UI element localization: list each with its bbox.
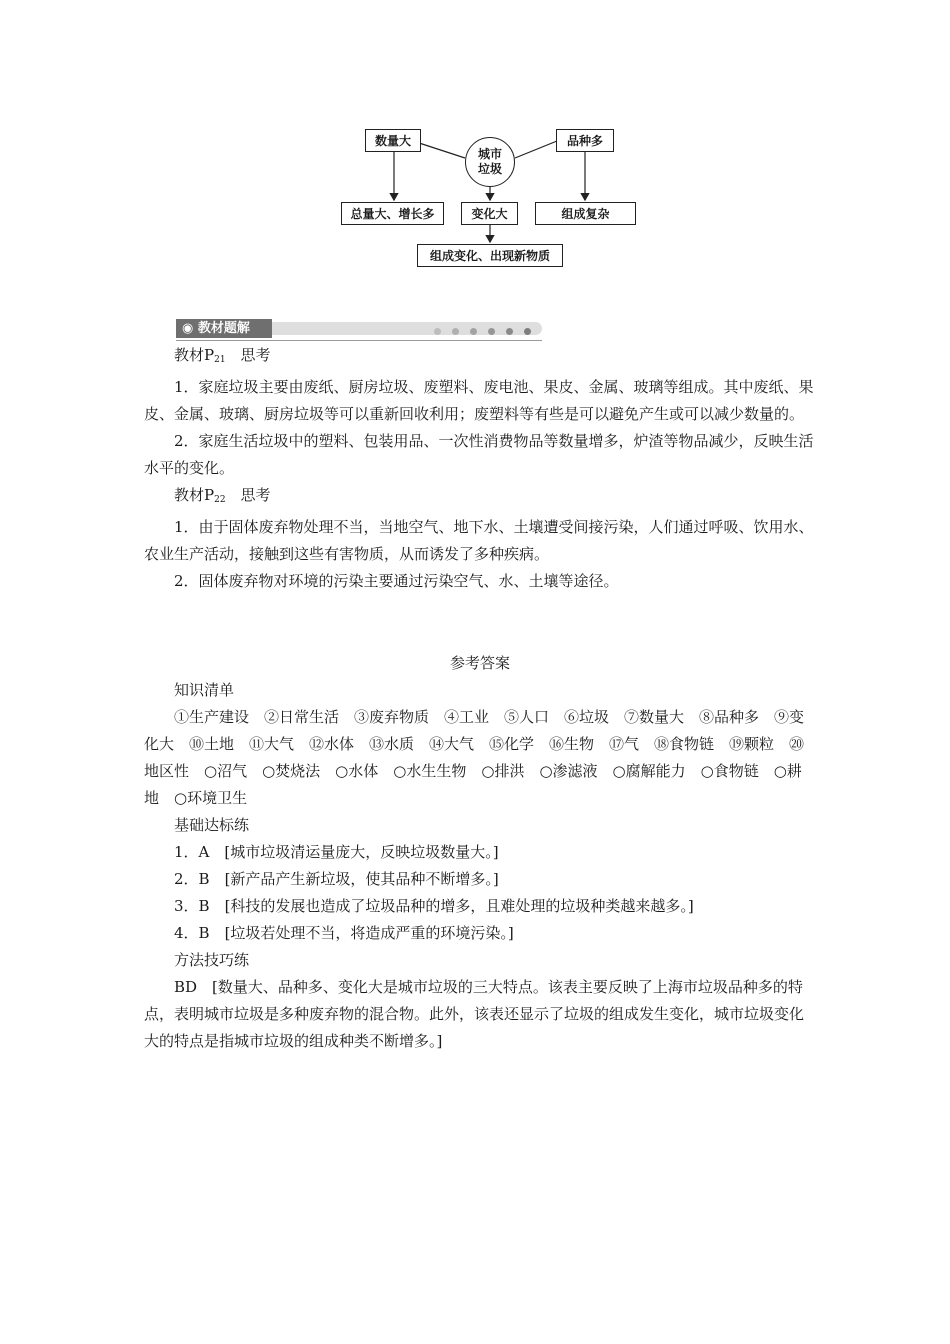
box-change-large: 变化大 [461,202,518,225]
box-new-substances: 组成变化、出现新物质 [417,244,563,267]
decor-dot [470,328,477,335]
p22-head-text: 教材P [174,486,215,504]
p22-page-sub: 22 [214,495,226,505]
p21-heading [144,342,816,374]
center-line-1: 城市 [477,147,502,161]
decor-dot [452,328,459,335]
reference-answers [144,650,816,1055]
p21-head-tail: 思考 [225,346,271,364]
p22-answer-2: 2．固体废弃物对环境的污染主要通过污染空气、水、土壤等途径。 [174,572,619,590]
textbook-answers [144,342,816,595]
section-title: ◉ 教材题解 [176,319,272,338]
center-line-2: 垃圾 [477,162,502,176]
p22-answer-1: 1．由于固体废弃物处理不当，当地空气、地下水、土壤遭受间接污染，人们通过呼吸、饮用水、农业生产活动，接触到这些有害物质，从而诱发了多种疾病。 [144,518,814,563]
decor-dot [506,328,513,335]
box-total-growth: 总量大、增长多 [341,202,444,225]
section-header [176,319,542,338]
p21-answer-1: 1．家庭垃圾主要由废纸、厨房垃圾、废塑料、废电池、果皮、金属、玻璃等组成。其中废纸、果皮、金属、玻璃、厨房垃圾等可以重新回收利用；废塑料等有些是可以避免产生或可以减少数量的。 [144,378,814,423]
method-heading: 方法技巧练 [174,951,250,969]
box-variety-many: 品种多 [556,129,614,152]
p21-head-text: 教材P [174,346,215,364]
basic-answer-3: 3．B [科技的发展也造成了垃圾品种的增多，且难处理的垃圾种类越来越多。] [174,897,694,915]
p21-answer-2: 2．家庭生活垃圾中的塑料、包装用品、一次性消费物品等数量增多，炉渣等物品减少，反映生活水平的变化。 [144,432,814,477]
p22-head-tail: 思考 [225,486,271,504]
basic-answer-1: 1．A [城市垃圾清运量庞大，反映垃圾数量大。] [174,843,499,861]
method-answer: BD [数量大、品种多、变化大是城市垃圾的三大特点。该表主要反映了上海市垃圾品种多的特点，表明城市垃圾是多种废弃物的混合物。此外，该表还显示了垃圾的组成发生变化，城市垃圾变化大的特点是指城市垃圾的组成种类不断增多。] [144,978,805,1050]
basic-answer-4: 4．B [垃圾若处理不当，将造成严重的环境污染。] [174,924,514,942]
decor-dot [524,328,531,335]
section-divider [176,340,542,341]
p21-page-sub: 21 [214,355,226,365]
answers-title: 参考答案 [449,654,510,672]
p22-heading [144,482,816,514]
decor-dot [488,328,495,335]
basic-answer-2: 2．B [新产品产生新垃圾，使其品种不断增多。] [174,870,499,888]
city-garbage-diagram [330,120,630,280]
knowledge-heading: 知识清单 [174,681,235,699]
knowledge-list: ①生产建设 ②日常生活 ③废弃物质 ④工业 ⑤人口 ⑥垃圾 ⑦数量大 ⑧品种多 ⑨变化大 ⑩土地 ⑪大气 ⑫水体 ⑬水质 ⑭大气 ⑮化学 ⑯生物 ⑰气 ⑱食物链 ⑲颗粒 ⑳地区性 ○沼气 ○焚烧法 ○水体 ○水生生物 ○排洪 ○渗滤液 ○腐解能力 ○食物链 ○耕地 ○环境卫生 [144,708,805,807]
basic-heading: 基础达标练 [174,816,250,834]
center-circle-city-garbage [465,137,515,187]
section-bar-decor [272,322,542,335]
box-complex-composition: 组成复杂 [535,202,636,225]
box-quantity-large: 数量大 [365,129,421,152]
decor-dot [434,328,441,335]
